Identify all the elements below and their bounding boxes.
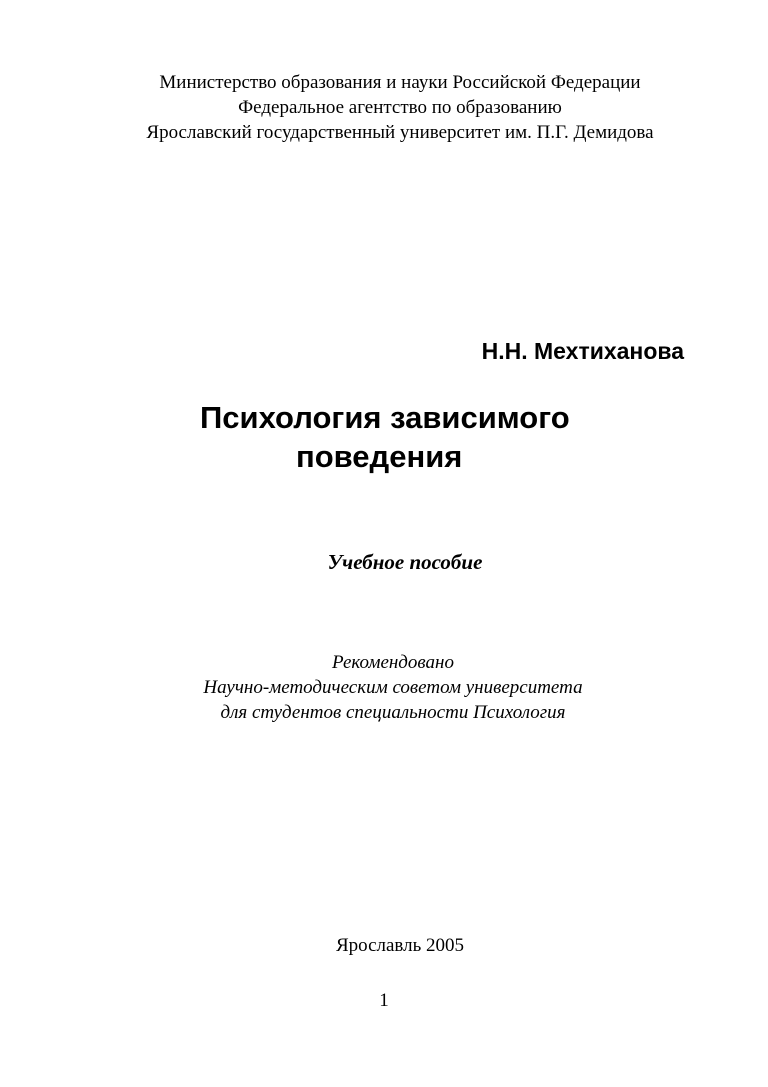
recommendation-block [100,650,686,725]
agency-name: Федеральное агентство по образованию [238,97,562,118]
ministry-name: Министерство образования и науки Российской Федерации [159,72,641,93]
university-name: Ярославский государственный университет им. П.Г. Демидова [146,122,654,143]
book-title [200,398,570,476]
book-title-line-1: Психология зависимого [200,400,570,435]
page-number: 1 [379,990,389,1011]
recommendation-line-2: Научно-методическим советом университета [203,677,583,698]
recommendation-line-3: для студентов специальности Психология [220,702,566,723]
institution-header [100,70,700,145]
book-subtitle: Учебное пособие [327,550,483,574]
imprint-city-year: Ярославль 2005 [335,935,465,956]
author-name: Н.Н. Мехтиханова [481,338,684,364]
book-title-line-2: поведения [296,439,463,474]
recommendation-line-1: Рекомендовано [332,652,454,673]
